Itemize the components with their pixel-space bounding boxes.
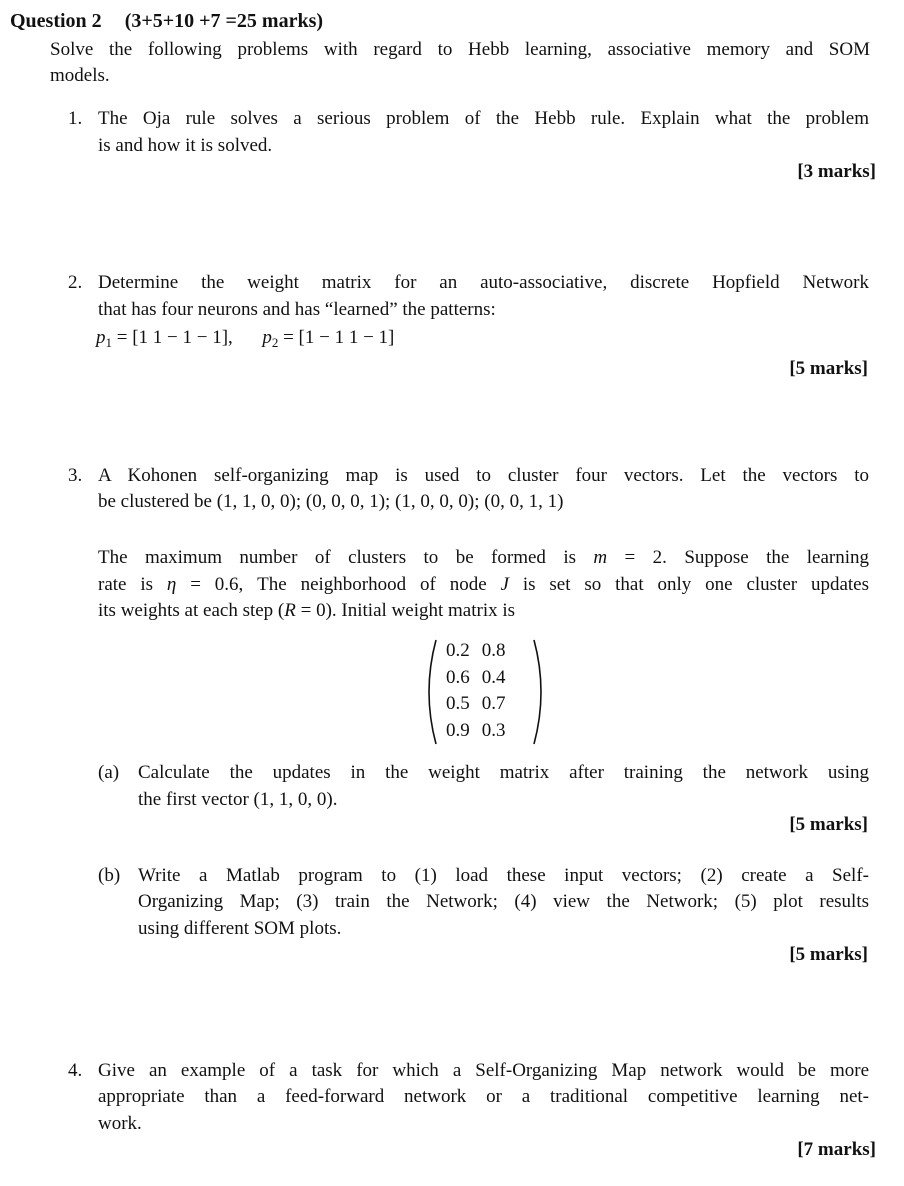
q3-para-3b: = 0). Initial weight matrix is — [300, 600, 516, 621]
q4-line-2: appropriate than a feed-forward network or a traditional competitive learning net- — [98, 1086, 869, 1107]
q3a-label: (a) — [98, 762, 120, 783]
matrix-cell: 0.2 — [446, 640, 470, 661]
q2-patterns — [96, 325, 394, 352]
q3-J-symbol: J — [500, 574, 509, 595]
matrix-cell: 0.9 — [446, 719, 470, 741]
q3a-line-2: the first vector (1, 1, 0, 0). — [138, 789, 338, 810]
matrix-row — [440, 718, 512, 745]
q2-number: 2. — [68, 272, 83, 293]
q1-marks: [3 marks] — [797, 161, 876, 182]
matrix-cell: 0.6 — [446, 666, 470, 688]
q3-para-line-1 — [98, 545, 869, 572]
q3b-line-2: Organizing Map; (3) train the Network; (4) view the Network; (5) plot results — [138, 891, 869, 912]
matrix-row — [440, 638, 512, 665]
matrix-row — [440, 691, 512, 718]
q3-eta-symbol: η — [166, 574, 177, 595]
q3-m-symbol: m — [593, 547, 608, 568]
p1-pattern — [96, 327, 233, 348]
intro-line-1: Solve the following problems with regard to Hebb learning, associative memory and SOM — [50, 39, 870, 60]
matrix-row — [440, 665, 512, 692]
q3-para-line-2 — [98, 572, 869, 599]
q3-para-2b: = 0.6, The neighborhood of node — [190, 574, 487, 595]
question-total-marks: (3+5+10 +7 =25 marks) — [124, 10, 324, 32]
q3-para-2a: rate is — [98, 574, 154, 595]
p1-subscript: 1 — [105, 335, 112, 350]
q1-line-2: is and how it is solved. — [98, 135, 273, 156]
q3-number: 3. — [68, 465, 83, 486]
q3-para-2c: is set so that only one cluster updates — [522, 574, 869, 595]
q3-line-1: A Kohonen self-organizing map is used to cluster four vectors. Let the vectors to — [98, 465, 869, 486]
matrix-cell: 0.4 — [481, 666, 506, 688]
q2-line-1: Determine the weight matrix for an auto-associative, discrete Hopfield Network — [98, 272, 869, 293]
q4-line-3: work. — [98, 1113, 142, 1134]
q4-marks: [7 marks] — [797, 1139, 876, 1160]
q4-line-1: Give an example of a task for which a Self-Organizing Map network would be more — [98, 1060, 869, 1081]
q3-R-symbol: R — [284, 600, 296, 621]
q3a-line-1: Calculate the updates in the weight matrix after training the network using — [138, 762, 869, 783]
q3b-line-1: Write a Matlab program to (1) load these input vectors; (2) create a Self- — [138, 865, 869, 886]
q3-para-1a: The maximum number of clusters to be formed is — [98, 547, 576, 568]
intro-line-2: models. — [50, 65, 110, 86]
q2-line-2: that has four neurons and has “learned” the patterns: — [98, 299, 496, 320]
p2-value: = [1 − 1 1 − 1] — [283, 327, 395, 348]
matrix-cell: 0.5 — [446, 693, 470, 714]
q3a-marks: [5 marks] — [789, 814, 868, 835]
matrix-cell: 0.8 — [481, 640, 506, 661]
p2-pattern — [262, 327, 394, 348]
q3b-marks: [5 marks] — [789, 944, 868, 965]
q3-para-line-3 — [98, 598, 515, 625]
matrix-table — [440, 638, 512, 744]
q3-para-3a: its weights at each step ( — [98, 600, 285, 621]
p2-label: p — [262, 327, 272, 348]
matrix-cell: 0.7 — [481, 693, 506, 714]
question-title: Question 2 — [10, 10, 102, 32]
q3b-line-3: using different SOM plots. — [138, 918, 342, 939]
weight-matrix — [424, 638, 546, 746]
p1-label: p — [96, 327, 106, 348]
question-header — [10, 8, 323, 35]
p1-value: = [1 1 − 1 − 1], — [116, 327, 233, 348]
q1-line-1: The Oja rule solves a serious problem of the Hebb rule. Explain what the problem — [98, 108, 869, 129]
q1-number: 1. — [68, 108, 83, 129]
q3-para-1b: = 2. Suppose the learning — [624, 547, 869, 568]
p2-subscript: 2 — [271, 335, 279, 350]
q3-line-2: be clustered be (1, 1, 0, 0); (0, 0, 0, 1); (1, 0, 0, 0); (0, 0, 1, 1) — [98, 491, 564, 512]
q2-marks: [5 marks] — [789, 358, 868, 379]
q3b-label: (b) — [98, 865, 121, 886]
q4-number: 4. — [68, 1060, 83, 1081]
matrix-cell: 0.3 — [481, 719, 506, 741]
